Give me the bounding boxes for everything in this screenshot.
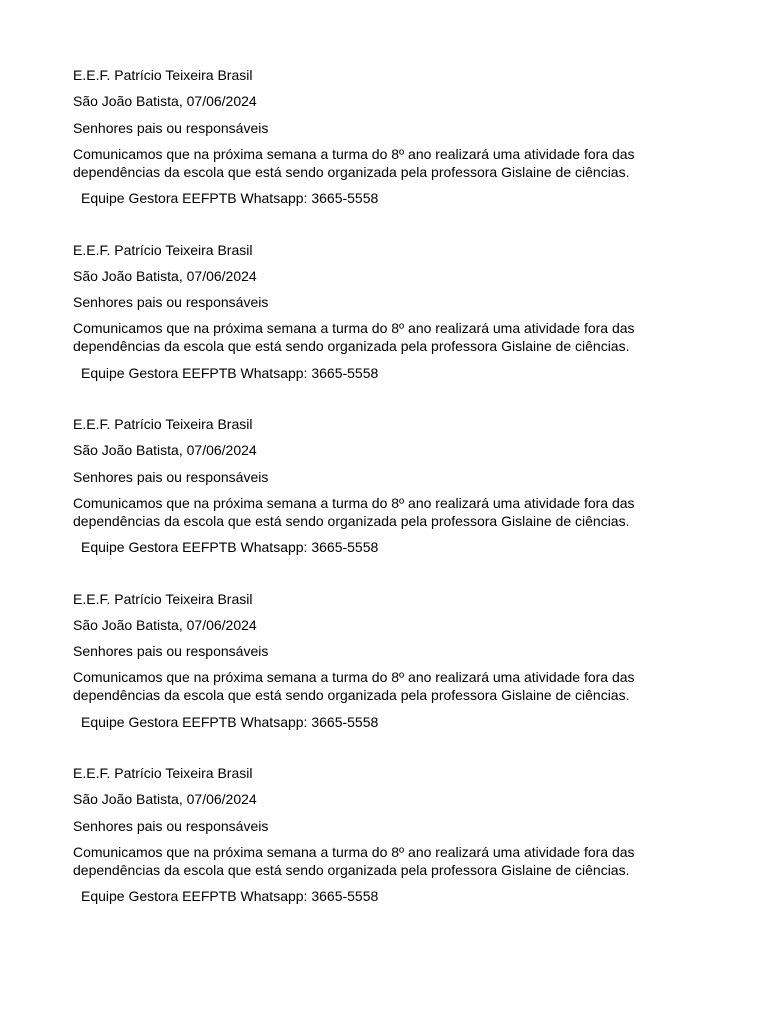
signature: Equipe Gestora EEFPTB Whatsapp: 3665-5558 [81, 888, 379, 905]
signature: Equipe Gestora EEFPTB Whatsapp: 3665-5558 [81, 190, 379, 207]
place-date: São João Batista, 07/06/2024 [73, 791, 257, 808]
place-date: São João Batista, 07/06/2024 [73, 616, 257, 633]
greeting: Senhores pais ou responsáveis [73, 294, 269, 311]
place-date: São João Batista, 07/06/2024 [73, 442, 257, 459]
school-name: E.E.F. Patrício Teixeira Brasil [73, 241, 253, 258]
signature: Equipe Gestora EEFPTB Whatsapp: 3665-5558 [81, 539, 379, 556]
place-date: São João Batista, 07/06/2024 [73, 93, 257, 110]
school-name: E.E.F. Patrício Teixeira Brasil [73, 416, 253, 432]
signature: Equipe Gestora EEFPTB Whatsapp: 3665-5558 [81, 364, 379, 381]
message-text: Comunicamos que na próxima semana a turma do 8º ano realizará uma atividade fora das dependências da escola que está sendo organizada pela professora Gislaine de ciências. [73, 145, 635, 180]
school-name: E.E.F. Patrício Teixeira Brasil [73, 590, 253, 607]
notice-4 [73, 590, 673, 765]
message-text: Comunicamos que na próxima semana a turma do 8º ano realizará uma atividade fora das dependências da escola que está sendo organizada pela professora Gislaine de ciências. [73, 494, 635, 529]
document-page [73, 66, 673, 939]
message-text: Comunicamos que na próxima semana a turma do 8º ano realizará uma atividade fora das dependências da escola que está sendo organizada pela professora Gislaine de ciências. [73, 669, 635, 704]
school-name: E.E.F. Patrício Teixeira Brasil [73, 67, 253, 83]
notice-1 [73, 66, 673, 241]
message-text: Comunicamos que na próxima semana a turma do 8º ano realizará uma atividade fora das dependências da escola que está sendo organizada pela professora Gislaine de ciências. [73, 843, 635, 878]
notice-3 [73, 415, 673, 590]
notice-2 [73, 241, 673, 416]
greeting: Senhores pais ou responsáveis [73, 643, 269, 660]
message-text: Comunicamos que na próxima semana a turma do 8º ano realizará uma atividade fora das dependências da escola que está sendo organizada pela professora Gislaine de ciências. [73, 320, 635, 355]
place-date: São João Batista, 07/06/2024 [73, 267, 257, 284]
signature: Equipe Gestora EEFPTB Whatsapp: 3665-5558 [81, 713, 379, 730]
greeting: Senhores pais ou responsáveis [73, 119, 269, 136]
greeting: Senhores pais ou responsáveis [73, 468, 269, 485]
greeting: Senhores pais ou responsáveis [73, 817, 269, 834]
school-name: E.E.F. Patrício Teixeira Brasil [73, 765, 253, 781]
notice-5 [73, 764, 673, 939]
